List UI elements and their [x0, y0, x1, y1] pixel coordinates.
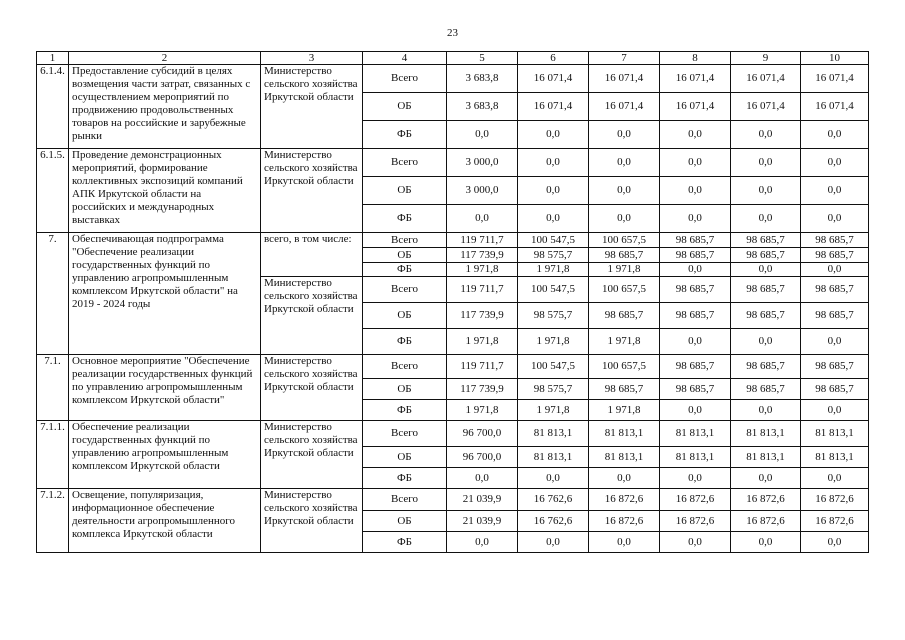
value-cell: 0,0: [447, 468, 518, 489]
value-cell: 98 685,7: [660, 355, 731, 379]
item-executor-total: всего, в том числе:: [261, 233, 363, 277]
value-cell: 100 657,5: [589, 233, 660, 248]
value-cell: 96 700,0: [447, 421, 518, 447]
value-cell: 0,0: [589, 468, 660, 489]
column-header: 5: [447, 52, 518, 65]
value-cell: 98 685,7: [589, 248, 660, 263]
value-cell: 16 872,6: [589, 511, 660, 532]
item-description: Проведение демонстрационных мероприятий, формирование коллективных экспозиций компаний АПК Иркутской области на российских и международных выставках: [69, 149, 261, 233]
funding-source: ОБ: [363, 303, 447, 329]
funding-source: ФБ: [363, 329, 447, 355]
funding-source: ФБ: [363, 532, 447, 553]
funding-source: ФБ: [363, 263, 447, 277]
value-cell: 0,0: [731, 329, 801, 355]
value-cell: 0,0: [518, 532, 589, 553]
value-cell: 3 683,8: [447, 65, 518, 93]
value-cell: 100 547,5: [518, 233, 589, 248]
value-cell: 98 575,7: [518, 303, 589, 329]
value-cell: 16 872,6: [660, 511, 731, 532]
item-code: 7.1.2.: [37, 489, 69, 553]
value-cell: 0,0: [660, 329, 731, 355]
value-cell: 16 872,6: [731, 489, 801, 511]
value-cell: 117 739,9: [447, 379, 518, 400]
column-header: 9: [731, 52, 801, 65]
value-cell: 0,0: [589, 121, 660, 149]
value-cell: 16 872,6: [801, 489, 869, 511]
value-cell: 16 071,4: [589, 65, 660, 93]
value-cell: 119 711,7: [447, 277, 518, 303]
row-group-7-1: [37, 355, 869, 421]
value-cell: 0,0: [447, 121, 518, 149]
value-cell: 3 000,0: [447, 177, 518, 205]
column-header: 2: [69, 52, 261, 65]
value-cell: 0,0: [731, 532, 801, 553]
value-cell: 0,0: [447, 205, 518, 233]
value-cell: 1 971,8: [589, 329, 660, 355]
value-cell: 0,0: [731, 121, 801, 149]
value-cell: 100 547,5: [518, 277, 589, 303]
value-cell: 0,0: [589, 205, 660, 233]
item-code: 7.1.: [37, 355, 69, 421]
row-group-7: [37, 233, 869, 355]
column-header: 3: [261, 52, 363, 65]
funding-source: ОБ: [363, 379, 447, 400]
value-cell: 0,0: [660, 177, 731, 205]
table-row: [37, 149, 869, 177]
value-cell: 16 071,4: [589, 93, 660, 121]
value-cell: 1 971,8: [447, 400, 518, 421]
value-cell: 81 813,1: [660, 421, 731, 447]
value-cell: 0,0: [589, 177, 660, 205]
item-executor: Министерство сельского хозяйства Иркутской области: [261, 489, 363, 553]
value-cell: 0,0: [801, 400, 869, 421]
value-cell: 16 872,6: [660, 489, 731, 511]
value-cell: 16 071,4: [518, 93, 589, 121]
item-code: 7.1.1.: [37, 421, 69, 489]
item-description: Освещение, популяризация, информационное обеспечение деятельности агропромышленного комплекса Иркутской области: [69, 489, 261, 553]
value-cell: 3 683,8: [447, 93, 518, 121]
value-cell: 1 971,8: [589, 400, 660, 421]
item-description: Обеспечивающая подпрограмма "Обеспечение реализации государственных функций по управлению агропромышленным комплексом Иркутской области" на 2019 - 2024 годы: [69, 233, 261, 355]
value-cell: 3 000,0: [447, 149, 518, 177]
value-cell: 16 071,4: [660, 65, 731, 93]
item-executor: Министерство сельского хозяйства Иркутской области: [261, 149, 363, 233]
item-code: 6.1.4.: [37, 65, 69, 149]
item-executor: Министерство сельского хозяйства Иркутской области: [261, 355, 363, 421]
value-cell: 98 685,7: [660, 379, 731, 400]
value-cell: 0,0: [801, 205, 869, 233]
column-header: 4: [363, 52, 447, 65]
value-cell: 98 685,7: [660, 248, 731, 263]
funding-source: ОБ: [363, 511, 447, 532]
value-cell: 0,0: [801, 329, 869, 355]
value-cell: 16 071,4: [801, 65, 869, 93]
value-cell: 98 685,7: [731, 303, 801, 329]
value-cell: 98 685,7: [801, 379, 869, 400]
column-header: 7: [589, 52, 660, 65]
value-cell: 96 700,0: [447, 447, 518, 468]
value-cell: 117 739,9: [447, 248, 518, 263]
value-cell: 0,0: [801, 177, 869, 205]
value-cell: 0,0: [801, 149, 869, 177]
value-cell: 98 685,7: [660, 303, 731, 329]
funding-source: Всего: [363, 489, 447, 511]
row-group-6-1-4: [37, 65, 869, 149]
funding-source: ФБ: [363, 205, 447, 233]
funding-source: ФБ: [363, 400, 447, 421]
value-cell: 1 971,8: [518, 329, 589, 355]
value-cell: 0,0: [801, 532, 869, 553]
page-number: 23: [447, 27, 458, 39]
value-cell: 81 813,1: [801, 447, 869, 468]
value-cell: 98 685,7: [731, 355, 801, 379]
funding-source: Всего: [363, 65, 447, 93]
value-cell: 98 685,7: [801, 355, 869, 379]
header-row: [37, 52, 869, 65]
value-cell: 1 971,8: [518, 263, 589, 277]
value-cell: 0,0: [518, 121, 589, 149]
budget-table: [36, 51, 869, 553]
funding-source: ОБ: [363, 447, 447, 468]
value-cell: 117 739,9: [447, 303, 518, 329]
value-cell: 16 872,6: [589, 489, 660, 511]
value-cell: 0,0: [518, 149, 589, 177]
value-cell: 16 872,6: [801, 511, 869, 532]
row-group-6-1-5: [37, 149, 869, 233]
value-cell: 98 685,7: [731, 379, 801, 400]
value-cell: 98 685,7: [801, 248, 869, 263]
value-cell: 0,0: [731, 400, 801, 421]
value-cell: 16 872,6: [731, 511, 801, 532]
value-cell: 0,0: [660, 400, 731, 421]
funding-source: Всего: [363, 421, 447, 447]
value-cell: 100 547,5: [518, 355, 589, 379]
value-cell: 0,0: [801, 121, 869, 149]
value-cell: 98 685,7: [589, 303, 660, 329]
row-group-7-1-2: [37, 489, 869, 553]
item-code: 6.1.5.: [37, 149, 69, 233]
value-cell: 1 971,8: [447, 329, 518, 355]
funding-source: ОБ: [363, 248, 447, 263]
value-cell: 98 685,7: [801, 233, 869, 248]
funding-source: Всего: [363, 277, 447, 303]
funding-source: Всего: [363, 233, 447, 248]
table-row: [37, 355, 869, 379]
value-cell: 0,0: [589, 149, 660, 177]
value-cell: 0,0: [660, 205, 731, 233]
value-cell: 16 071,4: [660, 93, 731, 121]
value-cell: 0,0: [660, 121, 731, 149]
value-cell: 0,0: [801, 263, 869, 277]
value-cell: 0,0: [731, 149, 801, 177]
value-cell: 16 071,4: [801, 93, 869, 121]
value-cell: 0,0: [731, 177, 801, 205]
value-cell: 81 813,1: [731, 447, 801, 468]
value-cell: 81 813,1: [589, 447, 660, 468]
value-cell: 0,0: [660, 532, 731, 553]
item-executor: Министерство сельского хозяйства Иркутской области: [261, 65, 363, 149]
value-cell: 119 711,7: [447, 355, 518, 379]
item-description: Предоставление субсидий в целях возмещения части затрат, связанных с осуществлением мероприятий по продвижению продовольственных товаров на российские и зарубежные рынки: [69, 65, 261, 149]
value-cell: 98 575,7: [518, 248, 589, 263]
column-header: 1: [37, 52, 69, 65]
value-cell: 0,0: [447, 532, 518, 553]
value-cell: 98 685,7: [731, 277, 801, 303]
item-description: Основное мероприятие "Обеспечение реализации государственных функций по управлению агропромышленным комплексом Иркутской области": [69, 355, 261, 421]
value-cell: 0,0: [801, 468, 869, 489]
value-cell: 16 071,4: [518, 65, 589, 93]
table-row: [37, 65, 869, 93]
column-header: 6: [518, 52, 589, 65]
value-cell: 81 813,1: [731, 421, 801, 447]
column-header: 10: [801, 52, 869, 65]
value-cell: 0,0: [660, 149, 731, 177]
value-cell: 81 813,1: [518, 421, 589, 447]
value-cell: 0,0: [660, 263, 731, 277]
funding-source: Всего: [363, 355, 447, 379]
value-cell: 0,0: [660, 468, 731, 489]
item-executor: Министерство сельского хозяйства Иркутской области: [261, 277, 363, 355]
item-executor: Министерство сельского хозяйства Иркутской области: [261, 421, 363, 489]
value-cell: 16 762,6: [518, 489, 589, 511]
funding-source: Всего: [363, 149, 447, 177]
value-cell: 0,0: [731, 205, 801, 233]
value-cell: 1 971,8: [518, 400, 589, 421]
funding-source: ОБ: [363, 93, 447, 121]
value-cell: 81 813,1: [801, 421, 869, 447]
funding-source: ОБ: [363, 177, 447, 205]
value-cell: 0,0: [731, 468, 801, 489]
value-cell: 16 762,6: [518, 511, 589, 532]
value-cell: 100 657,5: [589, 277, 660, 303]
value-cell: 21 039,9: [447, 511, 518, 532]
value-cell: 98 685,7: [731, 233, 801, 248]
value-cell: 98 575,7: [518, 379, 589, 400]
value-cell: 0,0: [518, 177, 589, 205]
value-cell: 81 813,1: [589, 421, 660, 447]
value-cell: 0,0: [518, 468, 589, 489]
value-cell: 119 711,7: [447, 233, 518, 248]
value-cell: 98 685,7: [731, 248, 801, 263]
value-cell: 0,0: [589, 532, 660, 553]
item-code: 7.: [37, 233, 69, 355]
table-row: [37, 233, 869, 248]
column-header: 8: [660, 52, 731, 65]
value-cell: 81 813,1: [660, 447, 731, 468]
table-row: [37, 489, 869, 511]
value-cell: 98 685,7: [801, 277, 869, 303]
item-description: Обеспечение реализации государственных функций по управлению агропромышленным комплексом Иркутской области: [69, 421, 261, 489]
value-cell: 1 971,8: [447, 263, 518, 277]
value-cell: 98 685,7: [660, 233, 731, 248]
value-cell: 16 071,4: [731, 93, 801, 121]
value-cell: 1 971,8: [589, 263, 660, 277]
value-cell: 21 039,9: [447, 489, 518, 511]
value-cell: 98 685,7: [589, 379, 660, 400]
value-cell: 16 071,4: [731, 65, 801, 93]
value-cell: 98 685,7: [801, 303, 869, 329]
row-group-7-1-1: [37, 421, 869, 489]
table-row: [37, 421, 869, 447]
funding-source: ФБ: [363, 468, 447, 489]
value-cell: 100 657,5: [589, 355, 660, 379]
value-cell: 81 813,1: [518, 447, 589, 468]
value-cell: 98 685,7: [660, 277, 731, 303]
value-cell: 0,0: [518, 205, 589, 233]
value-cell: 0,0: [731, 263, 801, 277]
funding-source: ФБ: [363, 121, 447, 149]
